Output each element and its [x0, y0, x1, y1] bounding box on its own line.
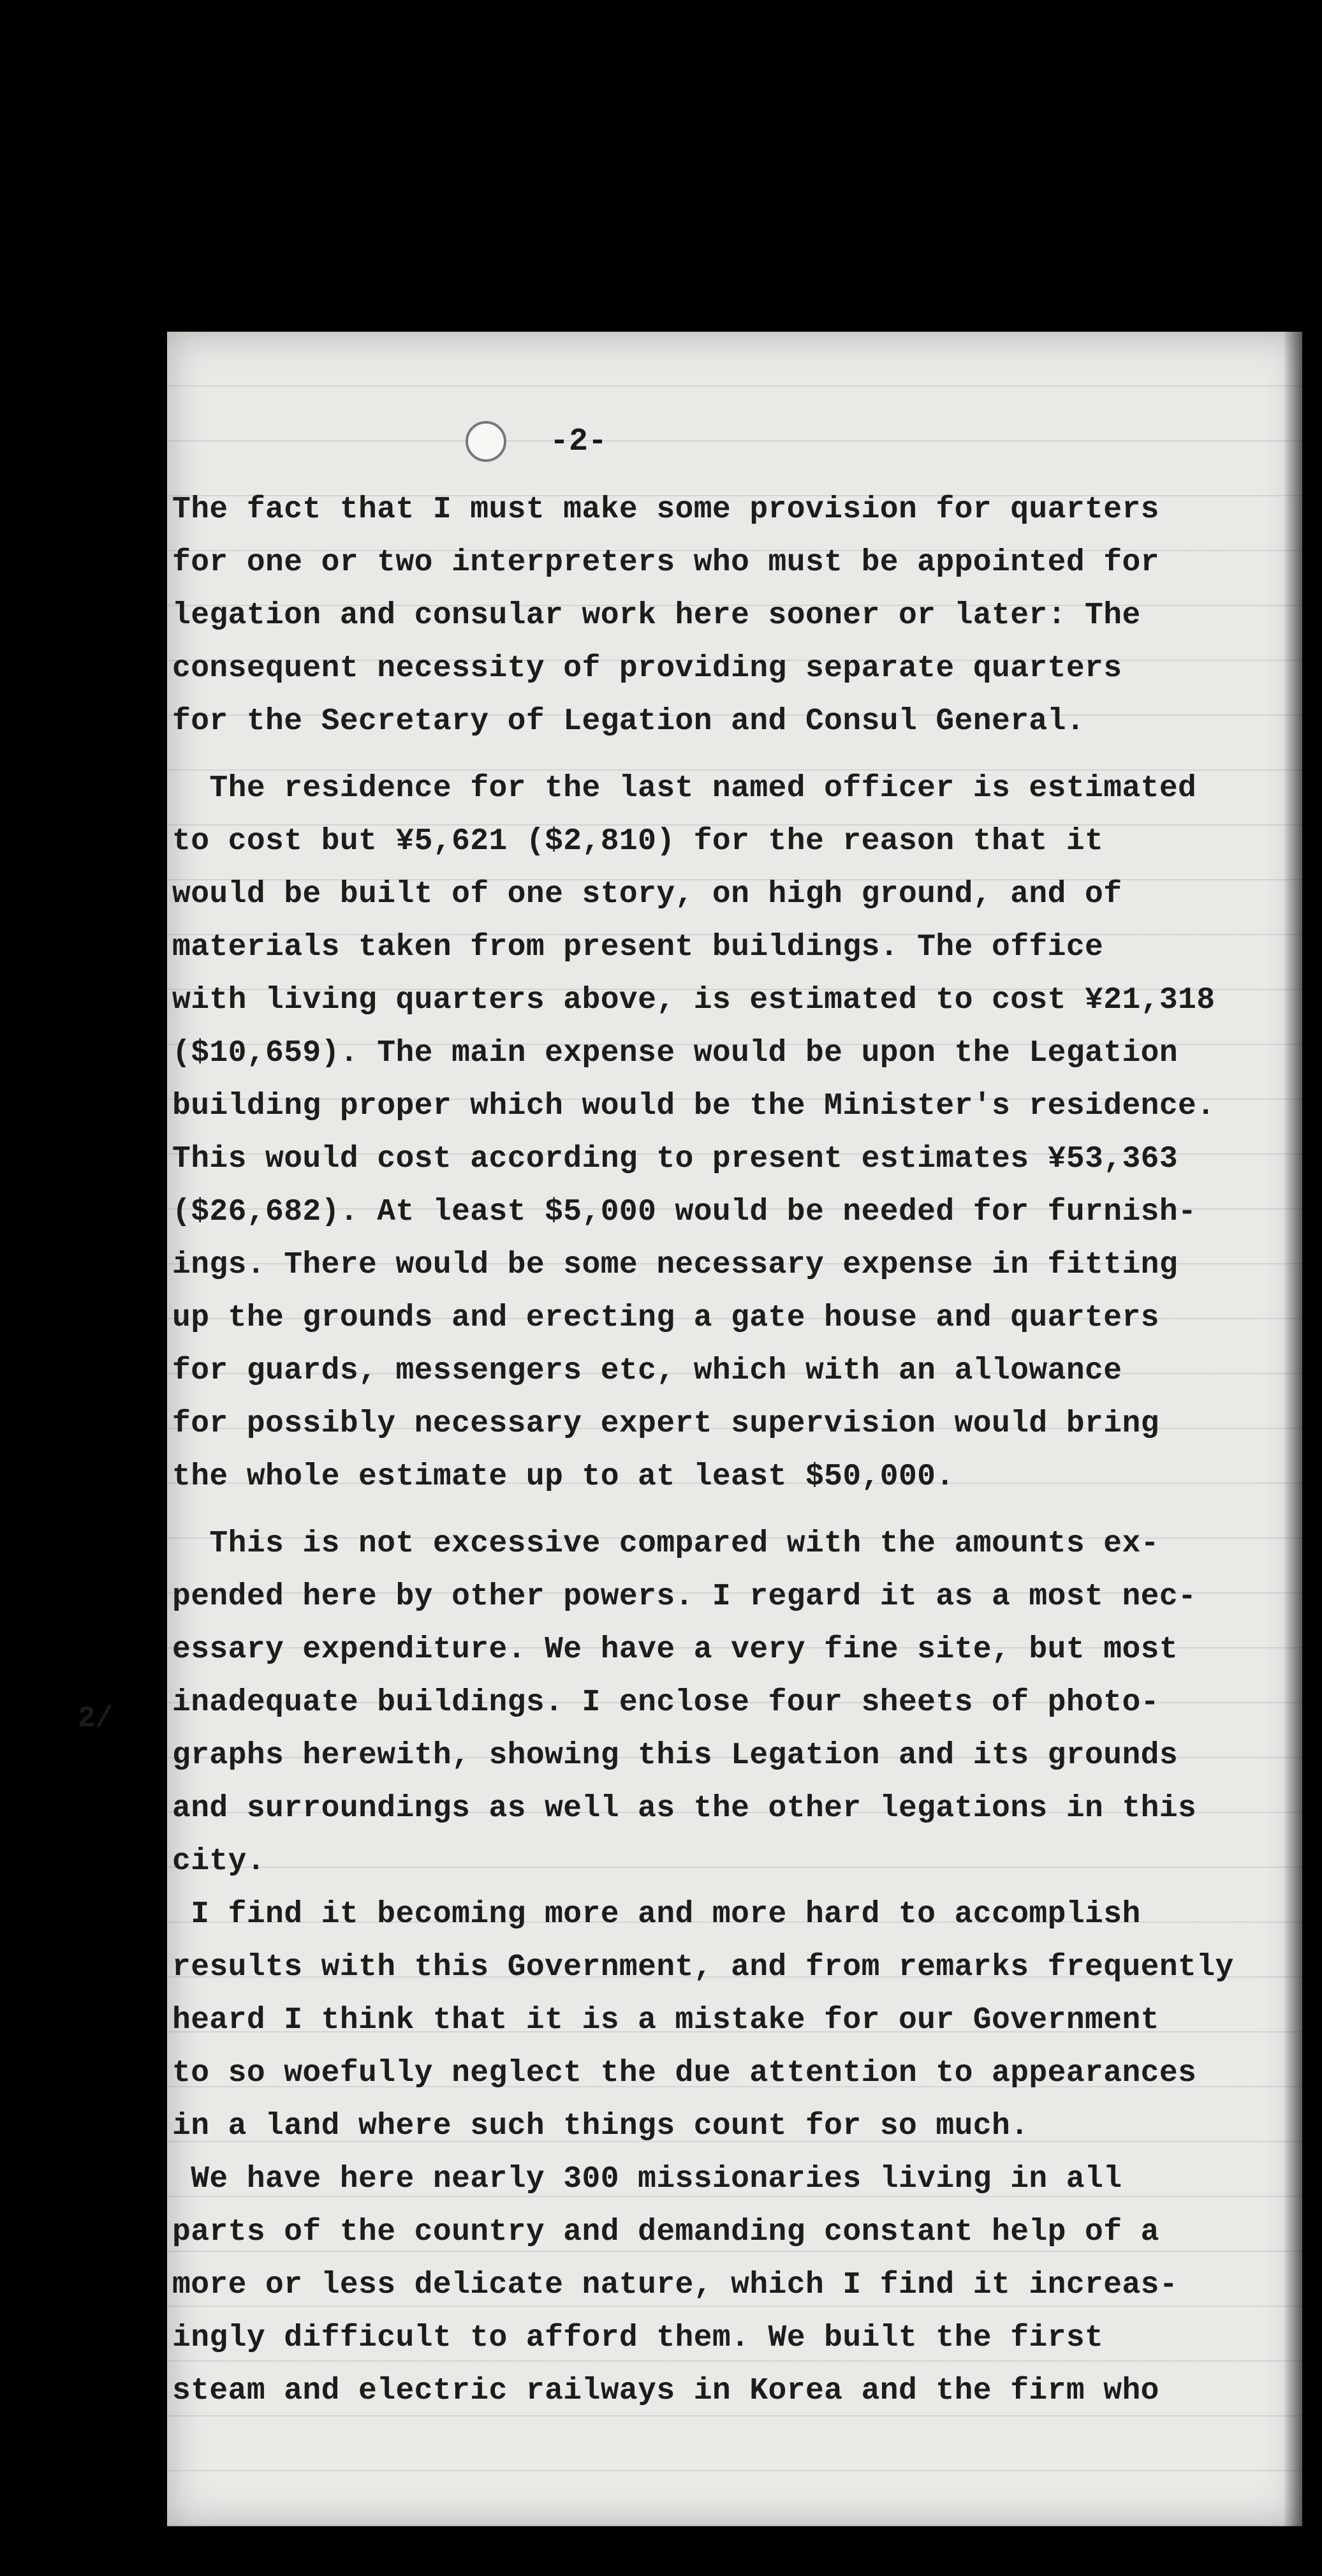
text-line: heard I think that it is a mistake for our Government [172, 2003, 1159, 2038]
paragraph-gap [172, 748, 1269, 762]
text-line: steam and electric railways in Korea and the firm who [172, 2374, 1159, 2408]
text-line: We have here nearly 300 missionaries living in all [172, 2162, 1122, 2196]
page-number: -2- [550, 424, 608, 460]
text-line: I find it becoming more and more hard to accomplish [172, 1897, 1141, 1932]
text-line: inadequate buildings. I enclose four sheets of photo- [172, 1685, 1159, 1720]
paragraph-5 [172, 2153, 1269, 2418]
text-line: essary expenditure. We have a very fine site, but most [172, 1632, 1179, 1667]
text-line: The fact that I must make some provision for quarters [172, 492, 1159, 527]
text-line: The residence for the last named officer is estimated [172, 771, 1197, 806]
text-line: with living quarters above, is estimated to cost ¥21,318 [172, 983, 1216, 1018]
margin-note: 2/ [78, 1702, 114, 1735]
paragraph-2 [172, 762, 1269, 1504]
text-line: would be built of one story, on high ground, and of [172, 877, 1122, 912]
text-line: ings. There would be some necessary expense in fitting [172, 1248, 1179, 1282]
text-line: city. [172, 1844, 266, 1879]
text-line: for one or two interpreters who must be appointed for [172, 545, 1159, 580]
text-line: This is not excessive compared with the amounts ex- [172, 1527, 1159, 1561]
text-line: in a land where such things count for so much. [172, 2109, 1029, 2143]
text-line: materials taken from present buildings. The office [172, 930, 1104, 965]
text-line: legation and consular work here sooner or later: The [172, 598, 1141, 633]
paragraph-3 [172, 1518, 1269, 1888]
text-line: graphs herewith, showing this Legation and its grounds [172, 1738, 1179, 1773]
text-line: the whole estimate up to at least $50,000. [172, 1460, 955, 1494]
text-line: for guards, messengers etc, which with an allowance [172, 1354, 1122, 1388]
text-line: ($26,682). At least $5,000 would be needed for furnish- [172, 1195, 1197, 1229]
punch-hole [466, 421, 506, 462]
text-line: parts of the country and demanding constant help of a [172, 2215, 1159, 2249]
text-line: for the Secretary of Legation and Consul General. [172, 704, 1085, 739]
text-line: more or less delicate nature, which I find it increas- [172, 2268, 1179, 2302]
text-line: ($10,659). The main expense would be upon the Legation [172, 1036, 1179, 1070]
text-line: results with this Government, and from remarks frequently [172, 1950, 1234, 1985]
document-page [78, 332, 1302, 2526]
text-line: consequent necessity of providing separate quarters [172, 651, 1122, 686]
text-line: for possibly necessary expert supervision would bring [172, 1407, 1159, 1441]
paragraph-1 [172, 484, 1269, 748]
paragraph-gap [172, 1504, 1269, 1518]
text-line: and surroundings as well as the other legations in this [172, 1791, 1197, 1826]
text-line: up the grounds and erecting a gate house and quarters [172, 1301, 1159, 1335]
body-text [172, 484, 1269, 2418]
paragraph-4 [172, 1888, 1269, 2153]
text-line: to cost but ¥5,621 ($2,810) for the reason that it [172, 824, 1104, 859]
text-line: ingly difficult to afford them. We built the first [172, 2321, 1104, 2355]
text-line: pended here by other powers. I regard it as a most nec- [172, 1580, 1197, 1614]
text-line: to so woefully neglect the due attention to appearances [172, 2056, 1197, 2091]
text-line: This would cost according to present estimates ¥53,363 [172, 1142, 1179, 1176]
text-line: building proper which would be the Minister's residence. [172, 1089, 1216, 1123]
